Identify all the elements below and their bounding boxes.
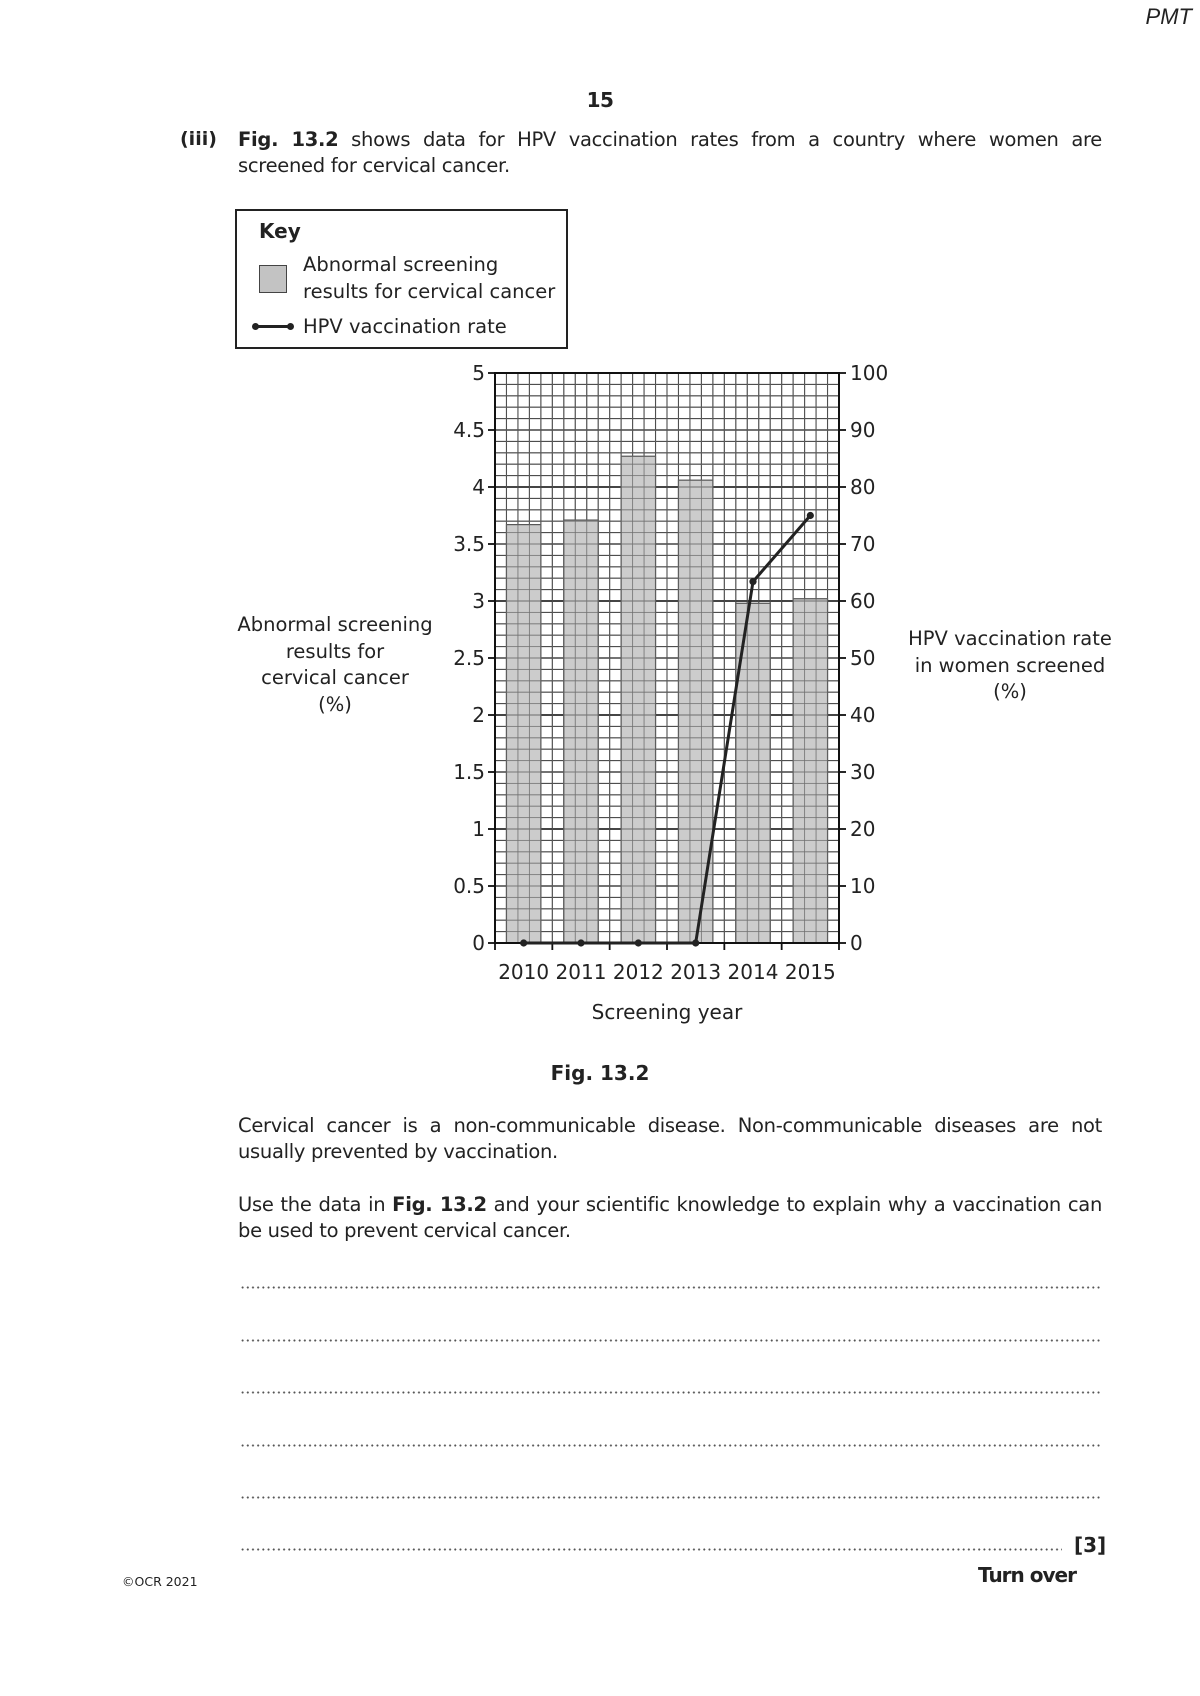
legend-line-label: HPV vaccination rate	[303, 315, 507, 338]
figure-reference: Fig. 13.2	[238, 128, 339, 151]
bar-2015	[793, 599, 827, 943]
turn-over: Turn over	[978, 1563, 1076, 1587]
right-axis-label-line: (%)	[993, 680, 1027, 703]
figure-reference: Fig. 13.2	[392, 1193, 487, 1216]
left-tick-label: 2.5	[453, 646, 485, 670]
x-tick-label: 2013	[670, 960, 722, 984]
left-axis-label-line: cervical cancer	[261, 666, 409, 689]
right-tick-label: 90	[850, 418, 876, 442]
left-tick-label: 5	[472, 361, 485, 385]
hpv-point-2012	[635, 939, 642, 946]
bar-2010	[506, 525, 540, 943]
right-tick-label: 50	[850, 646, 876, 670]
bar-2012	[621, 456, 655, 943]
legend-bar-label-1: Abnormal screening	[303, 253, 499, 276]
left-tick-label: 4	[472, 475, 485, 499]
right-tick-label: 0	[850, 931, 863, 955]
x-tick-label: 2014	[727, 960, 779, 984]
chart-grid-overlay	[495, 373, 839, 943]
body-paragraph-2-post: and your scientific knowledge to explain why a vaccination can be used to prevent cervical cancer.	[238, 1193, 1103, 1242]
left-axis-label-line: results for	[285, 639, 385, 663]
left-axis-label-line: Abnormal screening	[237, 613, 433, 636]
legend-bar-label-2: results for cervical cancer	[303, 280, 556, 303]
hpv-point-2011	[577, 939, 584, 946]
answer-line[interactable]	[240, 1286, 1100, 1289]
answer-line[interactable]	[240, 1548, 1062, 1551]
right-axis-label-line: in women screened	[914, 653, 1106, 677]
marks-label: [3]	[1074, 1533, 1107, 1557]
left-tick-label: 0.5	[453, 874, 485, 898]
legend-title: Key	[259, 219, 301, 243]
right-tick-label: 100	[850, 361, 889, 385]
answer-line[interactable]	[240, 1391, 1100, 1394]
hpv-point-2010	[520, 939, 527, 946]
right-tick-label: 60	[850, 589, 876, 613]
answer-line[interactable]	[240, 1444, 1100, 1447]
x-tick-label: 2010	[498, 960, 550, 984]
left-tick-label: 1.5	[453, 760, 485, 784]
left-tick-label: 4.5	[453, 418, 485, 442]
left-tick-label: 3	[472, 589, 485, 613]
figure-caption: Fig. 13.2	[550, 1061, 650, 1085]
answer-line[interactable]	[240, 1339, 1100, 1342]
x-tick-label: 2011	[555, 960, 607, 984]
hpv-point-2014	[749, 578, 756, 585]
left-tick-label: 3.5	[453, 532, 485, 556]
body-paragraph-1: Cervical cancer is a non-communicable disease. Non-communicable diseases are not usually prevented by vaccination.	[238, 1114, 1102, 1163]
question-part-label: (iii)	[180, 128, 217, 150]
right-tick-label: 30	[850, 760, 876, 784]
hpv-point-2015	[807, 512, 814, 519]
x-axis-label: Screening year	[591, 1000, 743, 1024]
right-tick-label: 10	[850, 874, 876, 898]
watermark: PMT	[1145, 4, 1192, 29]
copyright: ©OCR 2021	[122, 1574, 198, 1589]
x-tick-label: 2012	[612, 960, 664, 984]
body-paragraph-2-pre: Use the data in	[238, 1193, 393, 1216]
hpv-point-2013	[692, 939, 699, 946]
left-tick-label: 1	[472, 817, 485, 841]
body-paragraph-2	[238, 1192, 1102, 1244]
left-axis-label-line: (%)	[318, 692, 352, 716]
right-tick-label: 20	[850, 817, 876, 841]
left-tick-label: 2	[472, 703, 485, 727]
left-tick-label: 0	[472, 931, 485, 955]
x-tick-label: 2015	[784, 960, 836, 984]
question-intro-text: shows data for HPV vaccination rates from a country where women are screened for cervical cancer.	[238, 128, 1102, 177]
right-tick-label: 40	[850, 703, 876, 727]
right-axis-label-line: HPV vaccination rate	[908, 627, 1112, 650]
right-tick-label: 70	[850, 532, 876, 556]
answer-line[interactable]	[240, 1496, 1100, 1499]
bar-2011	[564, 520, 598, 943]
right-tick-label: 80	[850, 475, 876, 499]
page-number: 15	[586, 88, 614, 112]
